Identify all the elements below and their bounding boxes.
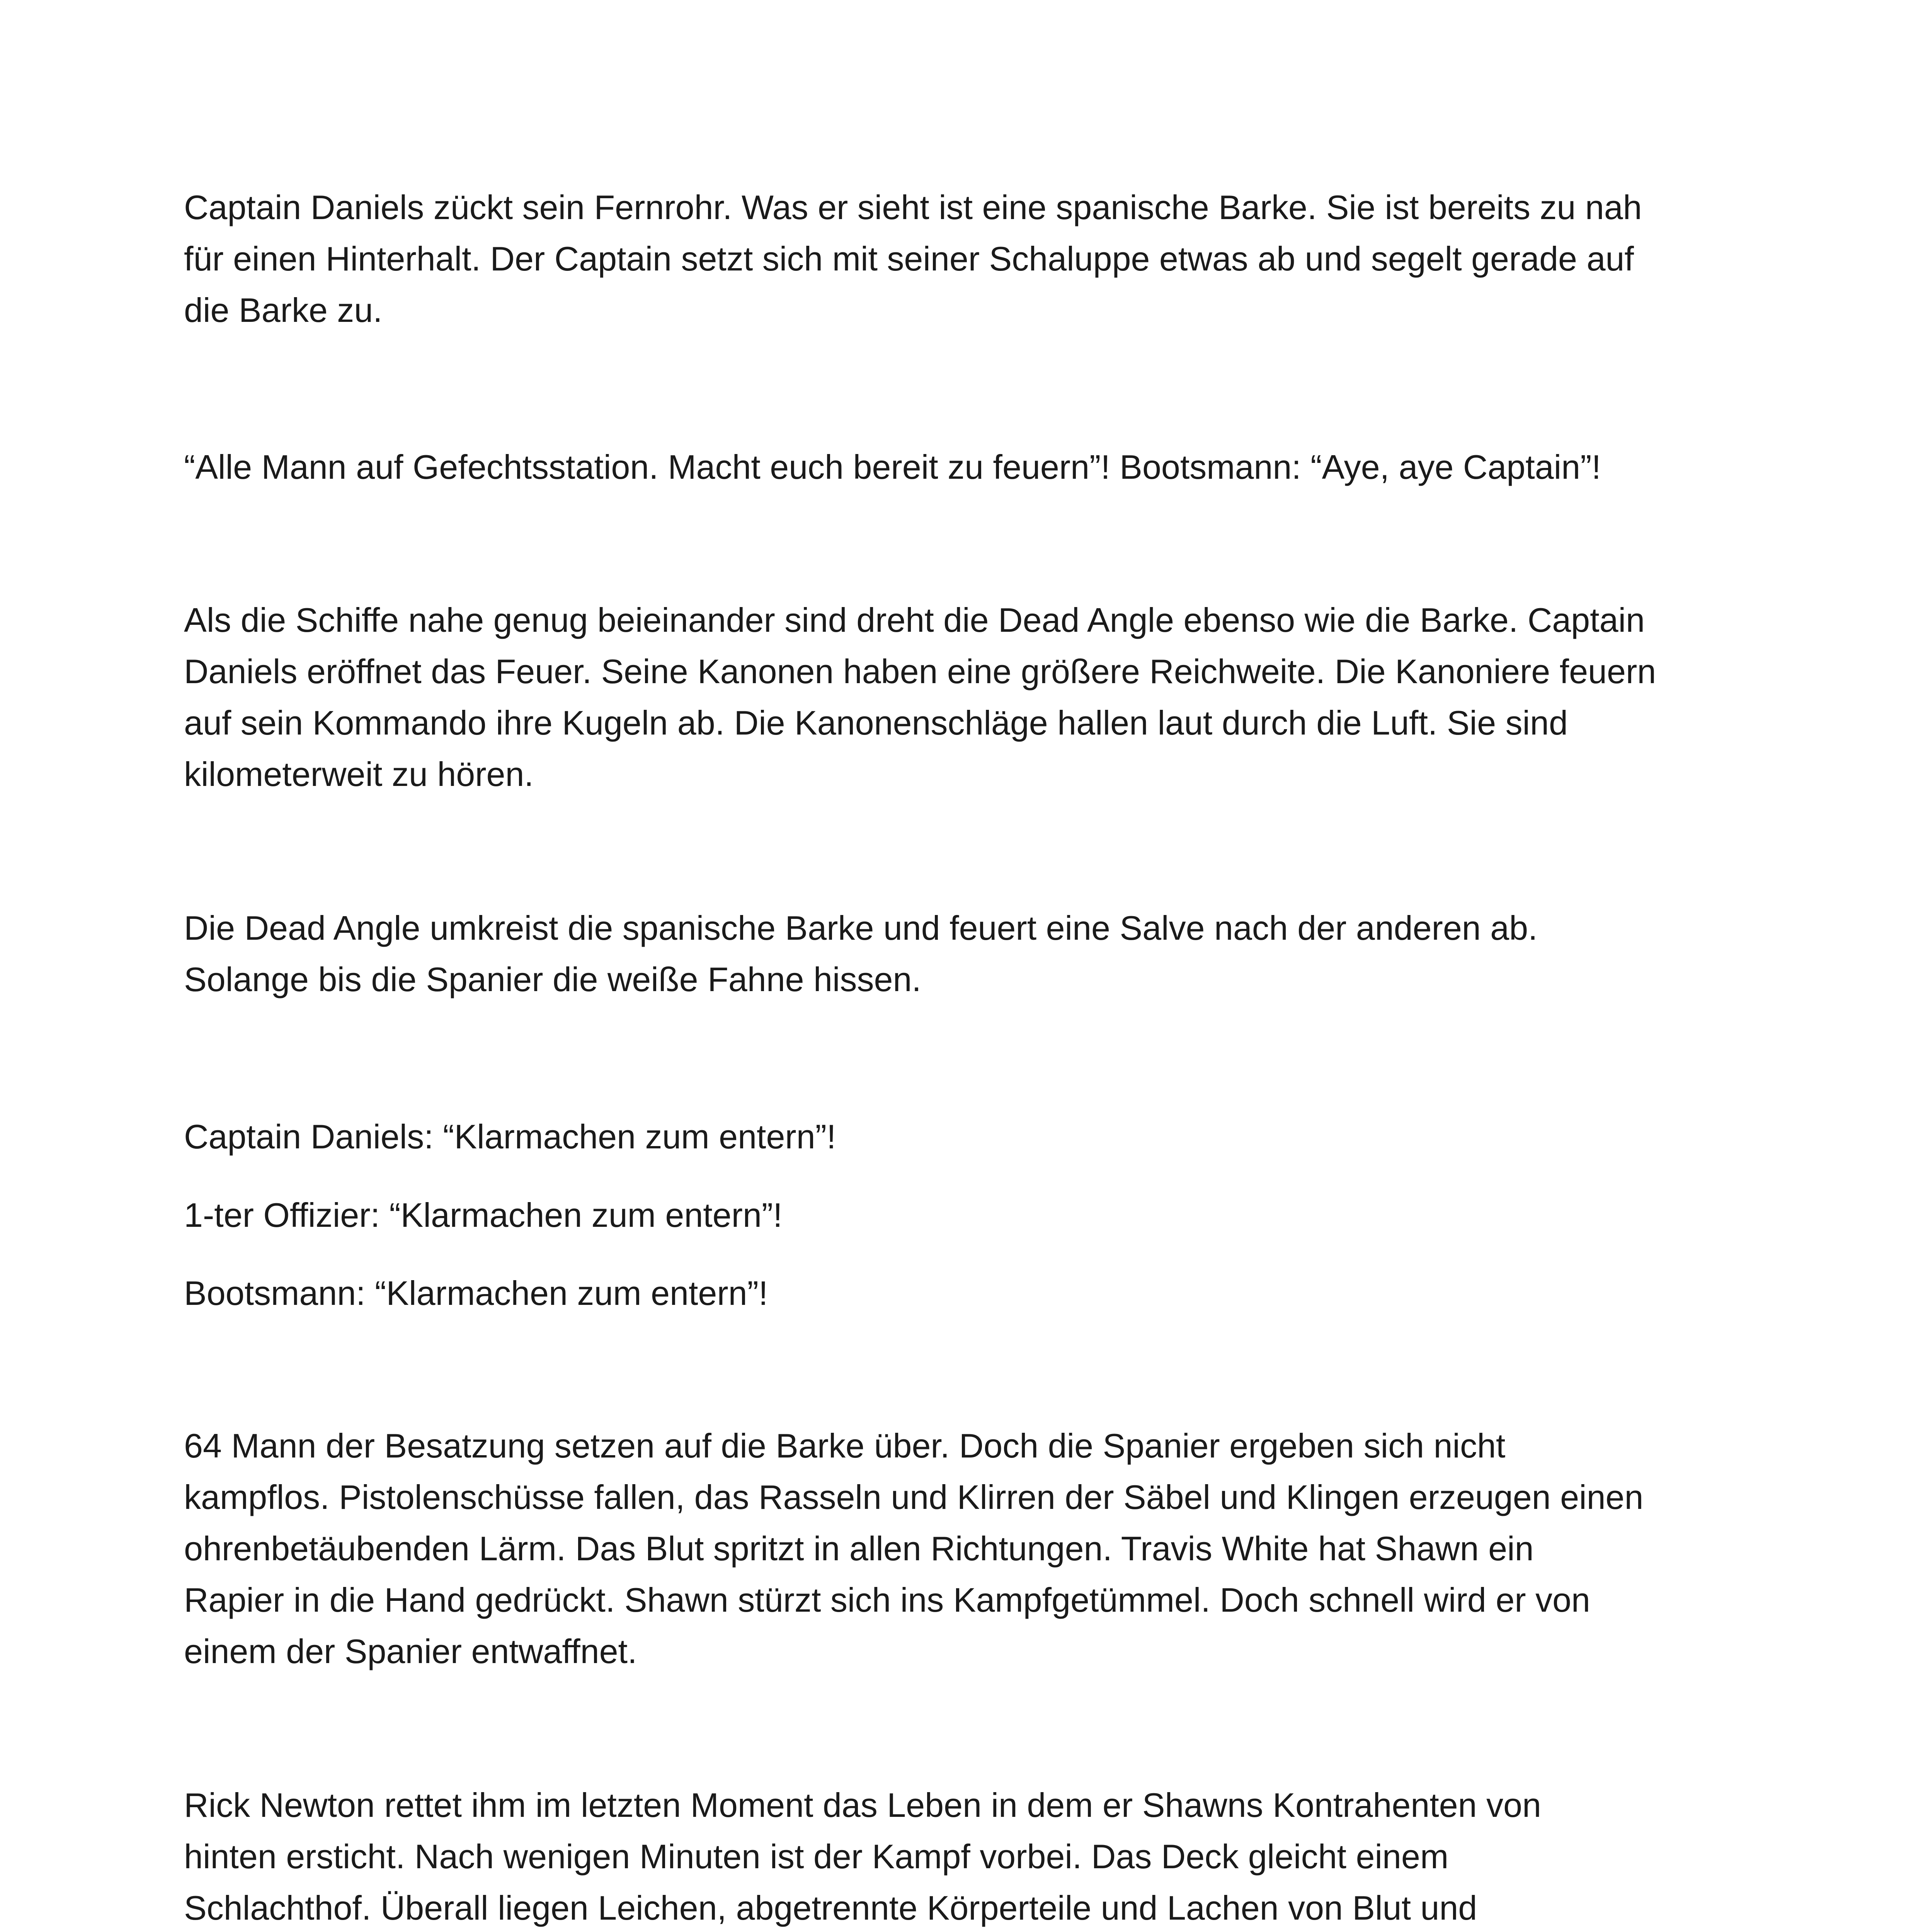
dialogue-first-officer: 1-ter Offizier: “Klarmachen zum entern”! bbox=[184, 1196, 783, 1234]
paragraph-aftermath: Rick Newton rettet ihm im letzten Moment das Leben in dem er Shawns Kontrahenten von hinten ersticht. Nach wenigen Minuten ist der Kampf vorbei. Das Deck gleicht einem Schlachthof. Überall liegen Leichen, abgetrennte Körperteile und Lachen von Blut und bbox=[184, 1786, 1542, 1927]
paragraph-battle-stations: “Alle Mann auf Gefechtsstation. Macht euch bereit zu feuern”! Bootsmann: “Aye, aye Captain”! bbox=[184, 448, 1601, 486]
paragraph-white-flag: Die Dead Angle umkreist die spanische Barke und feuert eine Salve nach der anderen ab. Solange bis die Spanier die weiße Fahne hissen. bbox=[184, 909, 1538, 998]
paragraph-spyglass: Captain Daniels zückt sein Fernrohr. Was er sieht ist eine spanische Barke. Sie ist bereits zu nah für einen Hinterhalt. Der Captain setzt sich mit seiner Schaluppe etwas ab und segelt gerade auf die Barke zu. bbox=[184, 188, 1642, 329]
dialogue-captain: Captain Daniels: “Klarmachen zum entern”! bbox=[184, 1117, 836, 1156]
dialogue-boatswain: Bootsmann: “Klarmachen zum entern”! bbox=[184, 1274, 768, 1312]
paragraph-open-fire: Als die Schiffe nahe genug beieinander sind dreht die Dead Angle ebenso wie die Barke. Captain Daniels eröffnet das Feuer. Seine Kanonen haben eine größere Reichweite. Die Kanoniere feuern auf sein Kommando ihre Kugeln ab. Die Kanonenschläge hallen laut durch die Luft. Sie sind kilometerweit zu hören. bbox=[184, 601, 1656, 793]
paragraph-boarding: 64 Mann der Besatzung setzen auf die Barke über. Doch die Spanier ergeben sich nicht kampflos. Pistolenschüsse fallen, das Rasseln und Klirren der Säbel und Klingen erzeugen einen ohrenbetäubenden Lärm. Das Blut spritzt in allen Richtungen. Travis White hat Shawn ein Rapier in die Hand gedrückt. Shawn stürzt sich ins Kampfgetümmel. Doch schnell wird er von einem der Spanier entwaffnet. bbox=[184, 1427, 1644, 1670]
